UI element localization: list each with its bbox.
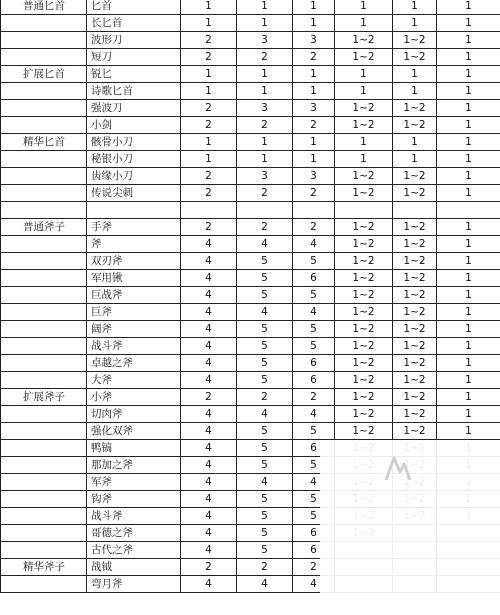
- value-cell: 1: [335, 83, 393, 100]
- value-cell: 1: [237, 151, 293, 168]
- value-cell: 1~2: [335, 304, 393, 321]
- table-row: [1, 236, 500, 253]
- value-cell: 5: [237, 321, 293, 338]
- value-cell: 4: [181, 457, 237, 474]
- weapon-name-cell: 哥德之斧: [87, 525, 181, 542]
- value-cell: 1~2: [393, 321, 437, 338]
- value-cell: 5: [237, 525, 293, 542]
- value-cell: 1~2: [335, 236, 393, 253]
- weapon-name-cell: 强化双斧: [87, 423, 181, 440]
- value-cell: 5: [237, 542, 293, 559]
- group-cell: 普通斧子: [1, 219, 87, 236]
- value-cell: 1: [335, 134, 393, 151]
- value-cell: 1: [237, 15, 293, 32]
- value-cell: 5: [293, 491, 335, 508]
- group-cell: [1, 168, 87, 185]
- weapon-name-cell: 巨战斧: [87, 287, 181, 304]
- value-cell: 1: [437, 83, 500, 100]
- value-cell: 4: [293, 406, 335, 423]
- table-row: [1, 32, 500, 49]
- value-cell: 1: [335, 15, 393, 32]
- value-cell: 5: [237, 440, 293, 457]
- value-cell: 1~2: [335, 219, 393, 236]
- value-cell: 1~2: [393, 49, 437, 66]
- value-cell: 1~2: [335, 338, 393, 355]
- value-cell: 1: [293, 15, 335, 32]
- value-cell: 1~2: [335, 355, 393, 372]
- weapon-name-cell: 长匕首: [87, 15, 181, 32]
- group-cell: [1, 151, 87, 168]
- value-cell: 1: [437, 287, 500, 304]
- value-cell: 4: [181, 525, 237, 542]
- value-cell: 1: [437, 100, 500, 117]
- value-cell: 4: [181, 508, 237, 525]
- table-row: [1, 202, 500, 219]
- table-row: [1, 151, 500, 168]
- weapon-name-cell: 匕首: [87, 0, 181, 15]
- table-row: [1, 219, 500, 236]
- weapon-name-cell: 切肉斧: [87, 406, 181, 423]
- value-cell: 3: [293, 100, 335, 117]
- value-cell: 4: [293, 576, 335, 593]
- value-cell: 2: [181, 185, 237, 202]
- weapon-name-cell: 弯月斧: [87, 576, 181, 593]
- value-cell: 1~2: [393, 389, 437, 406]
- value-cell: 1: [437, 355, 500, 372]
- value-cell: 3: [293, 32, 335, 49]
- value-cell: 1: [293, 0, 335, 15]
- value-cell: 6: [293, 355, 335, 372]
- value-cell: 2: [181, 219, 237, 236]
- value-cell: 1: [437, 423, 500, 440]
- value-cell: 6: [293, 542, 335, 559]
- value-cell: 1~2: [393, 355, 437, 372]
- value-cell: 2: [181, 49, 237, 66]
- value-cell: 4: [293, 474, 335, 491]
- value-cell: [335, 202, 393, 219]
- value-cell: 1~2: [335, 423, 393, 440]
- group-cell: 普通匕首: [1, 0, 87, 15]
- value-cell: 4: [181, 338, 237, 355]
- value-cell: 4: [237, 576, 293, 593]
- value-cell: 1~2: [335, 185, 393, 202]
- value-cell: 1: [437, 15, 500, 32]
- weapon-name-cell: 战斗斧: [87, 338, 181, 355]
- value-cell: 1: [293, 83, 335, 100]
- table-row: [1, 355, 500, 372]
- value-cell: 2: [293, 117, 335, 134]
- weapon-name-cell: 齿缘小刀: [87, 168, 181, 185]
- weapon-name-cell: 骸骨小刀: [87, 134, 181, 151]
- value-cell: 1~2: [335, 372, 393, 389]
- value-cell: 1: [437, 151, 500, 168]
- table-row: [1, 15, 500, 32]
- group-cell: [1, 457, 87, 474]
- group-cell: [1, 253, 87, 270]
- value-cell: 4: [237, 304, 293, 321]
- value-cell: 1~2: [393, 287, 437, 304]
- value-cell: 1: [437, 338, 500, 355]
- value-cell: 1: [237, 134, 293, 151]
- value-cell: 1: [437, 32, 500, 49]
- weapon-name-cell: 手斧: [87, 219, 181, 236]
- group-cell: [1, 406, 87, 423]
- value-cell: 2: [293, 559, 335, 576]
- table-row: [1, 168, 500, 185]
- value-cell: 4: [293, 304, 335, 321]
- group-cell: [1, 270, 87, 287]
- value-cell: 6: [293, 440, 335, 457]
- value-cell: 4: [181, 270, 237, 287]
- value-cell: 5: [293, 287, 335, 304]
- value-cell: 1~2: [393, 236, 437, 253]
- weapon-name-cell: 阔斧: [87, 321, 181, 338]
- value-cell: 1~2: [335, 406, 393, 423]
- value-cell: 2: [293, 219, 335, 236]
- value-cell: 1: [335, 66, 393, 83]
- value-cell: 1: [237, 66, 293, 83]
- value-cell: 1: [393, 151, 437, 168]
- value-cell: 4: [181, 355, 237, 372]
- weapon-name-cell: 传说尖刺: [87, 185, 181, 202]
- group-cell: [1, 100, 87, 117]
- table-row: [1, 66, 500, 83]
- value-cell: 1: [237, 83, 293, 100]
- value-cell: 1: [437, 389, 500, 406]
- value-cell: 1: [437, 304, 500, 321]
- value-cell: 1~2: [335, 287, 393, 304]
- value-cell: 1: [437, 0, 500, 15]
- group-cell: [1, 440, 87, 457]
- group-cell: [1, 49, 87, 66]
- value-cell: 1~2: [393, 185, 437, 202]
- group-cell: [1, 372, 87, 389]
- value-cell: [393, 202, 437, 219]
- value-cell: 1: [437, 372, 500, 389]
- group-cell: [1, 83, 87, 100]
- value-cell: 1~2: [393, 423, 437, 440]
- weapon-name-cell: 短刀: [87, 49, 181, 66]
- weapon-name-cell: 大斧: [87, 372, 181, 389]
- value-cell: 5: [237, 338, 293, 355]
- value-cell: 1: [393, 66, 437, 83]
- table-row: [1, 372, 500, 389]
- value-cell: 1: [181, 15, 237, 32]
- value-cell: 1: [437, 168, 500, 185]
- value-cell: 1: [437, 134, 500, 151]
- value-cell: 4: [181, 253, 237, 270]
- value-cell: 5: [293, 508, 335, 525]
- table-row: [1, 270, 500, 287]
- value-cell: 5: [237, 287, 293, 304]
- value-cell: 4: [181, 321, 237, 338]
- group-cell: [1, 355, 87, 372]
- value-cell: 3: [237, 100, 293, 117]
- value-cell: 1~2: [335, 389, 393, 406]
- table-row: [1, 100, 500, 117]
- value-cell: 1: [437, 321, 500, 338]
- value-cell: 1: [293, 134, 335, 151]
- value-cell: 5: [237, 372, 293, 389]
- group-cell: [1, 508, 87, 525]
- value-cell: [437, 202, 500, 219]
- value-cell: 1: [437, 253, 500, 270]
- group-cell: [1, 287, 87, 304]
- value-cell: 1: [393, 15, 437, 32]
- weapon-name-cell: 巨斧: [87, 304, 181, 321]
- value-cell: 1: [437, 117, 500, 134]
- value-cell: 2: [181, 117, 237, 134]
- value-cell: 1: [437, 66, 500, 83]
- value-cell: 2: [237, 219, 293, 236]
- value-cell: 1~2: [393, 168, 437, 185]
- value-cell: 1~2: [335, 100, 393, 117]
- table-row: [1, 134, 500, 151]
- table-row: [1, 338, 500, 355]
- value-cell: 1: [393, 0, 437, 15]
- value-cell: 2: [293, 389, 335, 406]
- value-cell: 1: [437, 185, 500, 202]
- group-cell: 精华斧子: [1, 559, 87, 576]
- weapon-name-cell: 战斗斧: [87, 508, 181, 525]
- weapon-name-cell: 锐匕: [87, 66, 181, 83]
- weapon-name-cell: 小剑: [87, 117, 181, 134]
- value-cell: 2: [293, 185, 335, 202]
- group-cell: 精华匕首: [1, 134, 87, 151]
- value-cell: 1: [181, 0, 237, 15]
- value-cell: 5: [237, 355, 293, 372]
- weapon-name-cell: 鸭镐: [87, 440, 181, 457]
- weapon-name-cell: 波形刀: [87, 32, 181, 49]
- value-cell: 1: [393, 83, 437, 100]
- value-cell: 1: [181, 66, 237, 83]
- value-cell: 1~2: [335, 49, 393, 66]
- value-cell: 4: [237, 406, 293, 423]
- table-row: [1, 0, 500, 15]
- value-cell: 1: [293, 66, 335, 83]
- weapon-name-cell: 强波刀: [87, 100, 181, 117]
- value-cell: 1: [181, 83, 237, 100]
- value-cell: 1: [293, 151, 335, 168]
- group-cell: [1, 491, 87, 508]
- value-cell: 1~2: [393, 372, 437, 389]
- table-row: [1, 423, 500, 440]
- value-cell: 2: [181, 168, 237, 185]
- value-cell: 6: [293, 372, 335, 389]
- value-cell: 1~2: [335, 32, 393, 49]
- value-cell: 1: [181, 134, 237, 151]
- value-cell: 1: [335, 151, 393, 168]
- value-cell: 1~2: [393, 253, 437, 270]
- weapon-name-cell: 战钺: [87, 559, 181, 576]
- value-cell: 4: [181, 440, 237, 457]
- value-cell: 4: [293, 236, 335, 253]
- value-cell: 1: [393, 134, 437, 151]
- weapon-name-cell: 秘银小刀: [87, 151, 181, 168]
- value-cell: 1: [437, 406, 500, 423]
- weapon-name-cell: 古代之斧: [87, 542, 181, 559]
- value-cell: 4: [237, 236, 293, 253]
- weapon-name-cell: 军用锹: [87, 270, 181, 287]
- value-cell: 1~2: [393, 117, 437, 134]
- value-cell: 4: [181, 406, 237, 423]
- weapon-name-cell: [87, 202, 181, 219]
- table-row: [1, 83, 500, 100]
- value-cell: 5: [237, 423, 293, 440]
- group-cell: 扩展斧子: [1, 389, 87, 406]
- value-cell: 2: [237, 559, 293, 576]
- value-cell: 1: [437, 219, 500, 236]
- value-cell: 2: [181, 32, 237, 49]
- group-cell: 扩展匕首: [1, 66, 87, 83]
- weapon-name-cell: 军斧: [87, 474, 181, 491]
- value-cell: 4: [181, 372, 237, 389]
- value-cell: 1: [181, 151, 237, 168]
- group-cell: [1, 542, 87, 559]
- value-cell: 4: [181, 236, 237, 253]
- value-cell: 6: [293, 525, 335, 542]
- value-cell: 4: [181, 474, 237, 491]
- value-cell: [293, 202, 335, 219]
- value-cell: 1: [335, 0, 393, 15]
- weapon-name-cell: 小斧: [87, 389, 181, 406]
- value-cell: 4: [181, 287, 237, 304]
- value-cell: 4: [181, 542, 237, 559]
- value-cell: 1~2: [393, 406, 437, 423]
- group-cell: [1, 202, 87, 219]
- value-cell: [181, 202, 237, 219]
- value-cell: 3: [237, 168, 293, 185]
- value-cell: 2: [237, 185, 293, 202]
- value-cell: 5: [293, 321, 335, 338]
- group-cell: [1, 304, 87, 321]
- table-row: [1, 287, 500, 304]
- group-cell: [1, 117, 87, 134]
- group-cell: [1, 185, 87, 202]
- value-cell: 5: [293, 253, 335, 270]
- value-cell: 2: [237, 49, 293, 66]
- value-cell: 1: [237, 0, 293, 15]
- group-cell: [1, 525, 87, 542]
- value-cell: 2: [181, 100, 237, 117]
- value-cell: 1~2: [335, 270, 393, 287]
- value-cell: 1~2: [335, 321, 393, 338]
- table-row: [1, 117, 500, 134]
- weapon-name-cell: 钩斧: [87, 491, 181, 508]
- weapon-name-cell: 诗歌匕首: [87, 83, 181, 100]
- value-cell: 4: [181, 491, 237, 508]
- value-cell: 4: [181, 576, 237, 593]
- value-cell: 5: [237, 253, 293, 270]
- group-cell: [1, 474, 87, 491]
- table-row: [1, 406, 500, 423]
- value-cell: 4: [181, 423, 237, 440]
- group-cell: [1, 576, 87, 593]
- value-cell: 5: [237, 457, 293, 474]
- value-cell: 3: [237, 32, 293, 49]
- group-cell: [1, 321, 87, 338]
- group-cell: [1, 236, 87, 253]
- group-cell: [1, 32, 87, 49]
- value-cell: 5: [293, 457, 335, 474]
- group-cell: [1, 15, 87, 32]
- table-row: [1, 49, 500, 66]
- group-cell: [1, 338, 87, 355]
- value-cell: 3: [293, 168, 335, 185]
- group-cell: [1, 423, 87, 440]
- value-cell: 1~2: [393, 338, 437, 355]
- table-row: [1, 253, 500, 270]
- value-cell: 1: [437, 236, 500, 253]
- table-row: [1, 389, 500, 406]
- value-cell: 2: [181, 389, 237, 406]
- value-cell: 1: [437, 270, 500, 287]
- value-cell: 1~2: [335, 253, 393, 270]
- value-cell: 2: [293, 49, 335, 66]
- value-cell: 2: [237, 389, 293, 406]
- value-cell: 1: [437, 49, 500, 66]
- watermark-logo-icon: [380, 452, 416, 488]
- value-cell: 1~2: [393, 100, 437, 117]
- weapon-name-cell: 斧: [87, 236, 181, 253]
- value-cell: 2: [181, 559, 237, 576]
- value-cell: 4: [181, 304, 237, 321]
- table-row: [1, 185, 500, 202]
- value-cell: 2: [237, 117, 293, 134]
- value-cell: 5: [293, 338, 335, 355]
- value-cell: [237, 202, 293, 219]
- value-cell: 5: [237, 491, 293, 508]
- value-cell: 5: [237, 508, 293, 525]
- value-cell: 1~2: [393, 219, 437, 236]
- value-cell: 1~2: [393, 270, 437, 287]
- value-cell: 5: [237, 270, 293, 287]
- value-cell: 5: [293, 423, 335, 440]
- weapon-name-cell: 那加之斧: [87, 457, 181, 474]
- table-row: [1, 321, 500, 338]
- value-cell: 1~2: [335, 168, 393, 185]
- weapon-name-cell: 双刃斧: [87, 253, 181, 270]
- value-cell: 1~2: [335, 117, 393, 134]
- table-row: [1, 304, 500, 321]
- value-cell: 1~2: [393, 304, 437, 321]
- value-cell: 6: [293, 270, 335, 287]
- value-cell: 4: [237, 474, 293, 491]
- weapon-name-cell: 卓越之斧: [87, 355, 181, 372]
- value-cell: 1~2: [393, 32, 437, 49]
